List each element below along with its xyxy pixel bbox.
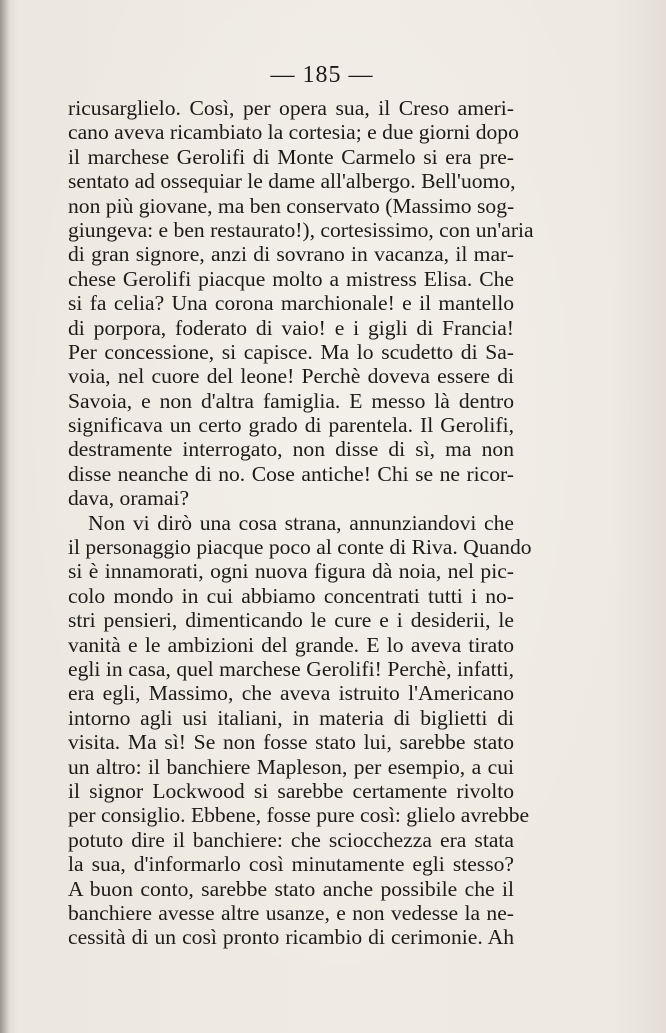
- text-line: di porpora, foderato di vaio! e i gigli di Francia!: [68, 315, 514, 340]
- text-line: cessità di un così pronto ricambio di cerimonie. Ah: [68, 925, 514, 950]
- text-line: dava, oramai?: [68, 486, 190, 511]
- text-line: banchiere avesse altre usanze, e non vedesse la ne-: [68, 900, 514, 925]
- text-line: stri pensieri, dimenticando le cure e i desiderii, le: [68, 608, 514, 633]
- text-line: egli in casa, quel marchese Gerolifi! Perchè, infatti,: [68, 656, 514, 681]
- text-line: chese Gerolifi piacque molto a mistress Elisa. Che: [68, 266, 514, 291]
- text-line: il signor Lockwood si sarebbe certamente rivolto: [68, 778, 514, 803]
- page-number: — 185 —: [270, 62, 374, 88]
- text-line: si fa celia? Una corona marchionale! e il mantello: [68, 291, 514, 316]
- text-line: la sua, d'informarlo così minutamente egli stesso?: [68, 852, 514, 877]
- text-line: disse neanche di no. Cose antiche! Chi se ne ricor-: [68, 461, 514, 486]
- text-line: potuto dire il banchiere: che sciocchezza era stata: [68, 827, 514, 852]
- text-line: Per concessione, si capisce. Ma lo scudetto di Sa-: [68, 339, 514, 364]
- text-line: il marchese Gerolifi di Monte Carmelo si era pre-: [68, 144, 514, 169]
- text-line: di gran signore, anzi di sovrano in vacanza, il mar-: [68, 242, 514, 267]
- text-line: cano aveva ricambiato la cortesia; e due giorni dopo: [68, 120, 519, 145]
- text-line: destramente interrogato, non disse di sì, ma non: [68, 437, 514, 462]
- text-line: intorno agli usi italiani, in materia di biglietti di: [68, 705, 514, 730]
- text-line: Savoia, e non d'altra famiglia. E messo là dentro: [68, 388, 514, 413]
- paragraph-1: [68, 96, 534, 511]
- binding-shadow: [0, 0, 10, 1033]
- text-line: vanità e le ambizioni del grande. E lo aveva tirato: [68, 632, 514, 657]
- text-line: il personaggio piacque poco al conte di Riva. Quando: [68, 535, 532, 560]
- text-line: ricusarglielo. Così, per opera sua, il Creso ameri-: [68, 96, 514, 120]
- text-line: visita. Ma sì! Se non fosse stato lui, sarebbe stato: [68, 730, 514, 755]
- text-line: significava un certo grado di parentela. Il Gerolifi,: [68, 413, 514, 438]
- text-line: era egli, Massimo, che aveva istruito l'Americano: [68, 681, 514, 706]
- text-line: per consiglio. Ebbene, fosse pure così: glielo avrebbe: [68, 803, 530, 828]
- text-line: giungeva: e ben restaurato!), cortesissimo, con un'aria: [68, 217, 534, 242]
- text-line: Non vi dirò una cosa strana, annunziandovi che: [88, 510, 514, 535]
- text-line: non più giovane, ma ben conservato (Massimo sog-: [68, 193, 515, 218]
- body-text: [68, 96, 534, 950]
- text-line: sentato ad ossequiar le dame all'albergo. Bell'uomo,: [68, 169, 516, 194]
- paragraph-2: [68, 510, 532, 950]
- text-line: A buon conto, sarebbe stato anche possibile che il: [68, 876, 514, 901]
- text-line: un altro: il banchiere Mapleson, per esempio, a cui: [68, 754, 514, 779]
- text-line: voia, nel cuore del leone! Perchè doveva essere di: [68, 364, 514, 389]
- text-line: si è innamorati, ogni nuova figura dà noia, nel pic-: [68, 559, 514, 584]
- text-line: colo mondo in cui abbiamo concentrati tutti i no-: [68, 583, 514, 608]
